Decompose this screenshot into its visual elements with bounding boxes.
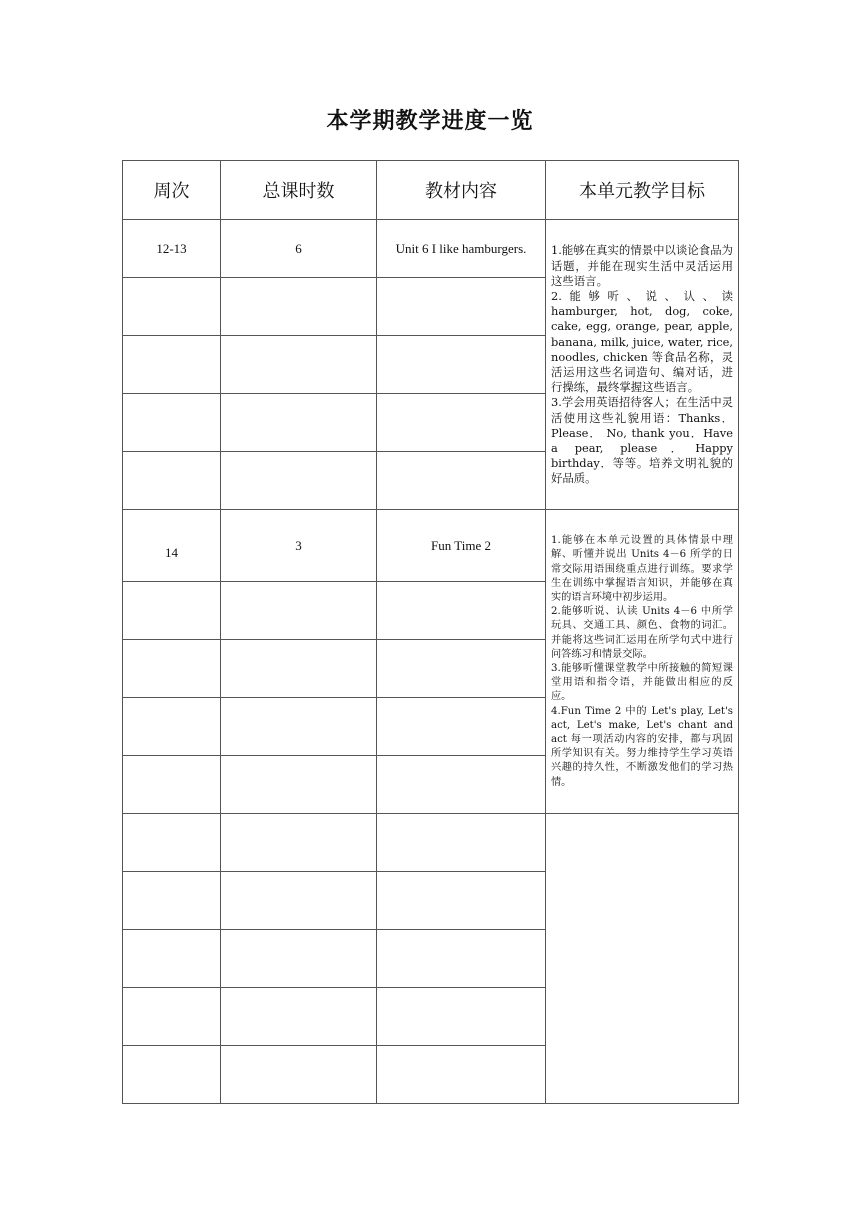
empty-cell [221, 698, 377, 756]
content-cell: Fun Time 2 [377, 510, 546, 582]
empty-cell [221, 988, 377, 1046]
table-row [123, 510, 739, 582]
empty-cell [221, 872, 377, 930]
goals-text [546, 533, 738, 790]
empty-cell [123, 452, 221, 510]
goals-cell [546, 220, 739, 510]
header-week: 周次 [123, 161, 221, 220]
empty-cell [377, 582, 546, 640]
empty-cell [221, 452, 377, 510]
empty-cell [377, 640, 546, 698]
empty-cell [123, 278, 221, 336]
empty-cell [221, 336, 377, 394]
empty-cell [123, 756, 221, 814]
week-cell: 14 [123, 510, 221, 582]
table-row [123, 220, 739, 278]
empty-cell [123, 988, 221, 1046]
header-hours: 总课时数 [221, 161, 377, 220]
empty-cell [377, 278, 546, 336]
goals-text [546, 242, 738, 486]
empty-cell [221, 640, 377, 698]
empty-cell [377, 452, 546, 510]
empty-cell [123, 872, 221, 930]
empty-cell [221, 278, 377, 336]
goals-cell [546, 510, 739, 814]
goal-item: 4.Fun Time 2 中的 Let's play, Let's act, Let's make, Let's chant and act 每一项活动内容的安排，都与巩固所学知识有关。努力维持学生学习英语兴趣的持久性，不断激发他们的学习热情。 [551, 705, 733, 788]
week-cell: 12-13 [123, 220, 221, 278]
header-content: 教材内容 [377, 161, 546, 220]
empty-cell [123, 814, 221, 872]
empty-cell [123, 1046, 221, 1104]
table-row [123, 814, 739, 872]
empty-cell [123, 930, 221, 988]
empty-cell [123, 336, 221, 394]
goal-item: 2.能够听说、认读 Units 4－6 中所学玩具、交通工具、颜色、食物的词汇。并能将这些词汇运用在所学句式中进行问答练习和情景交际。 [551, 606, 733, 660]
empty-cell [377, 988, 546, 1046]
empty-cell [123, 640, 221, 698]
empty-cell [377, 814, 546, 872]
header-goals: 本单元教学目标 [546, 161, 739, 220]
page-title: 本学期教学进度一览 [326, 109, 534, 134]
empty-cell [221, 582, 377, 640]
empty-cell [221, 814, 377, 872]
empty-cell [377, 394, 546, 452]
empty-cell [377, 872, 546, 930]
empty-cell [377, 698, 546, 756]
goal-item: 3.能够听懂课堂教学中所接触的简短课堂用语和指令语，并能做出相应的反应。 [551, 663, 733, 703]
empty-cell [221, 394, 377, 452]
hours-cell: 3 [221, 510, 377, 582]
hours-cell: 6 [221, 220, 377, 278]
content-cell: Unit 6 I like hamburgers. [377, 220, 546, 278]
goal-item: 2.能够听、说、认、读 hamburger, hot, dog, coke, cake, egg, orange, pear, apple, banana, milk, juice, water, rice, noodles, chicken 等食品名称，灵活运用这些名词造句、编对话，进行操练，最终掌握这些语言。 [551, 288, 733, 395]
empty-cell [221, 756, 377, 814]
empty-cell [123, 394, 221, 452]
empty-goals-cell [546, 814, 739, 1104]
goal-item: 3.学会用英语招待客人；在生活中灵活使用这些礼貌用语：Thanks． Please． No, thank you．Have a pear, please．Happy birthday．等等。培养文明礼貌的好品质。 [551, 395, 733, 486]
empty-cell [377, 756, 546, 814]
empty-cell [221, 1046, 377, 1104]
header-row [123, 161, 739, 220]
empty-cell [377, 930, 546, 988]
empty-cell [221, 930, 377, 988]
empty-cell [123, 698, 221, 756]
empty-cell [377, 1046, 546, 1104]
goal-item: 1.能够在真实的情景中以谈论食品为话题，并能在现实生活中灵活运用这些语言。 [551, 243, 733, 288]
empty-cell [377, 336, 546, 394]
empty-cell [123, 582, 221, 640]
schedule-table [122, 160, 739, 1104]
goal-item: 1.能够在本单元设置的具体情景中理解、听懂并说出 Units 4－6 所学的日常交际用语围绕重点进行训练。要求学生在训练中掌握语言知识，并能够在真实的语言环境中初步运用。 [551, 535, 733, 603]
